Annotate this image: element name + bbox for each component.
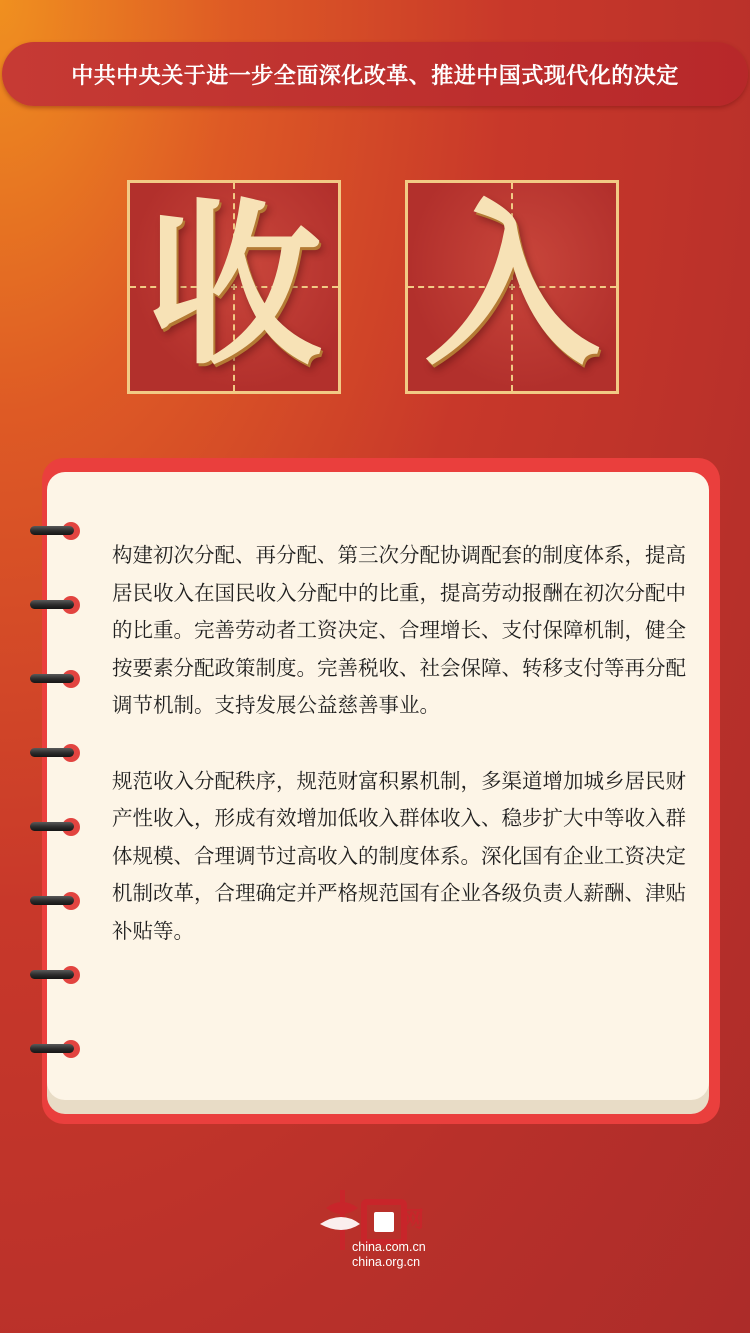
logo-url-china-com-cn: china.com.cn	[352, 1240, 426, 1254]
hero-char-box-1	[127, 180, 341, 394]
binder-ring-icon	[30, 968, 80, 982]
card-body-text	[112, 537, 690, 951]
card-paragraph-1: 构建初次分配、再分配、第三次分配协调配套的制度体系，提高居民收入在国民收入分配中的比重，提高劳动报酬在初次分配中的比重。完善劳动者工资决定、合理增长、支付保障机制，健全按要素分配政策制度。完善税收、社会保障、转移支付等再分配调节机制。支持发展公益慈善事业。	[112, 543, 686, 718]
binder-ring-icon	[30, 1042, 80, 1056]
binder-ring-icon	[30, 894, 80, 908]
hero-char-2: 入	[423, 184, 600, 389]
card-paragraph-2: 规范收入分配秩序，规范财富积累机制，多渠道增加城乡居民财产性收入，形成有效增加低收入群体收入、稳步扩大中等收入群体规模、合理调节过高收入的制度体系。深化国有企业工资决定机制改革，合理确定并严格规范国有企业各级负责人薪酬、津贴补贴等。	[112, 768, 686, 943]
china-net-logo	[310, 1188, 450, 1280]
logo-wang-text: 网	[402, 1208, 425, 1233]
binder-ring-icon	[30, 524, 80, 538]
banner-title: 中共中央关于进一步全面深化改革、推进中国式现代化的决定	[71, 62, 679, 89]
logo-url-china-org-cn: china.org.cn	[352, 1255, 421, 1269]
hero-char-box-2	[405, 180, 619, 394]
hero-char-1: 收	[145, 184, 322, 389]
binder-ring-icon	[30, 598, 80, 612]
binder-ring-icon	[30, 820, 80, 834]
binder-ring-icon	[30, 746, 80, 760]
binder-ring-icon	[30, 672, 80, 686]
title-banner	[2, 42, 748, 106]
